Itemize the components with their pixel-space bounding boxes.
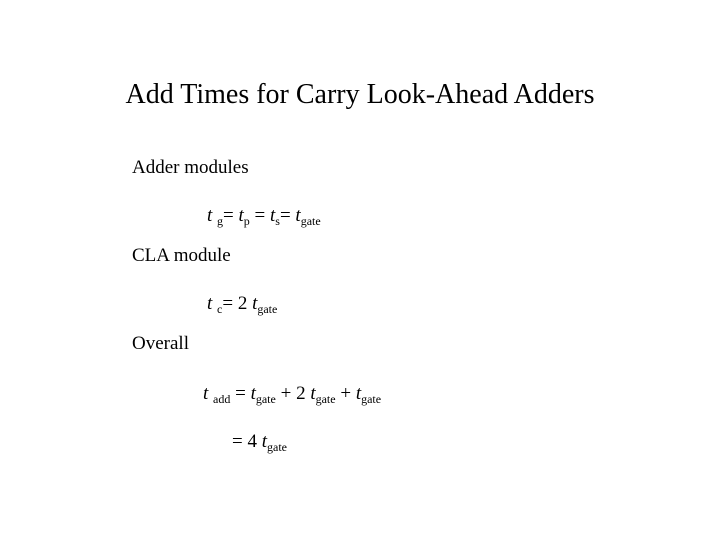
sub-gate: gate <box>315 392 336 406</box>
formula-cla-module <box>207 293 277 315</box>
var-t: t <box>270 205 276 226</box>
formula-overall-1 <box>203 383 381 405</box>
operator: = <box>279 205 296 226</box>
operator: = <box>223 205 239 226</box>
sub-gate: gate <box>257 302 278 316</box>
formula-overall-2 <box>232 431 287 453</box>
operator: + 2 <box>275 383 311 404</box>
var-t: t <box>207 205 213 226</box>
sub-gate: gate <box>300 214 321 228</box>
formula-adder-modules <box>207 205 321 227</box>
sub-gate: gate <box>267 440 287 454</box>
var-t: t <box>203 383 209 404</box>
sub-c: c <box>217 302 223 316</box>
var-t: t <box>261 431 267 452</box>
slide-title: Add Times for Carry Look-Ahead Adders <box>125 79 595 110</box>
var-t: t <box>238 205 244 226</box>
operator: = <box>249 205 270 226</box>
var-t: t <box>207 293 213 314</box>
sub-gate: gate <box>361 392 382 406</box>
sub-gate: gate <box>255 392 276 406</box>
sub-p: p <box>243 214 250 228</box>
var-t: t <box>355 383 362 404</box>
var-t: t <box>250 383 256 404</box>
var-t: t <box>310 383 316 404</box>
heading-cla-module: CLA module <box>132 245 231 266</box>
sub-s: s <box>275 214 280 228</box>
operator: = 4 <box>232 431 262 452</box>
heading-overall: Overall <box>132 333 189 354</box>
var-t: t <box>295 205 301 226</box>
operator: = <box>230 383 251 404</box>
sub-add: add <box>213 392 231 406</box>
operator: = 2 <box>222 293 253 314</box>
heading-adder-modules: Adder modules <box>132 157 249 178</box>
sub-g: g <box>217 214 224 228</box>
operator: + <box>335 383 356 404</box>
var-t: t <box>252 293 258 314</box>
